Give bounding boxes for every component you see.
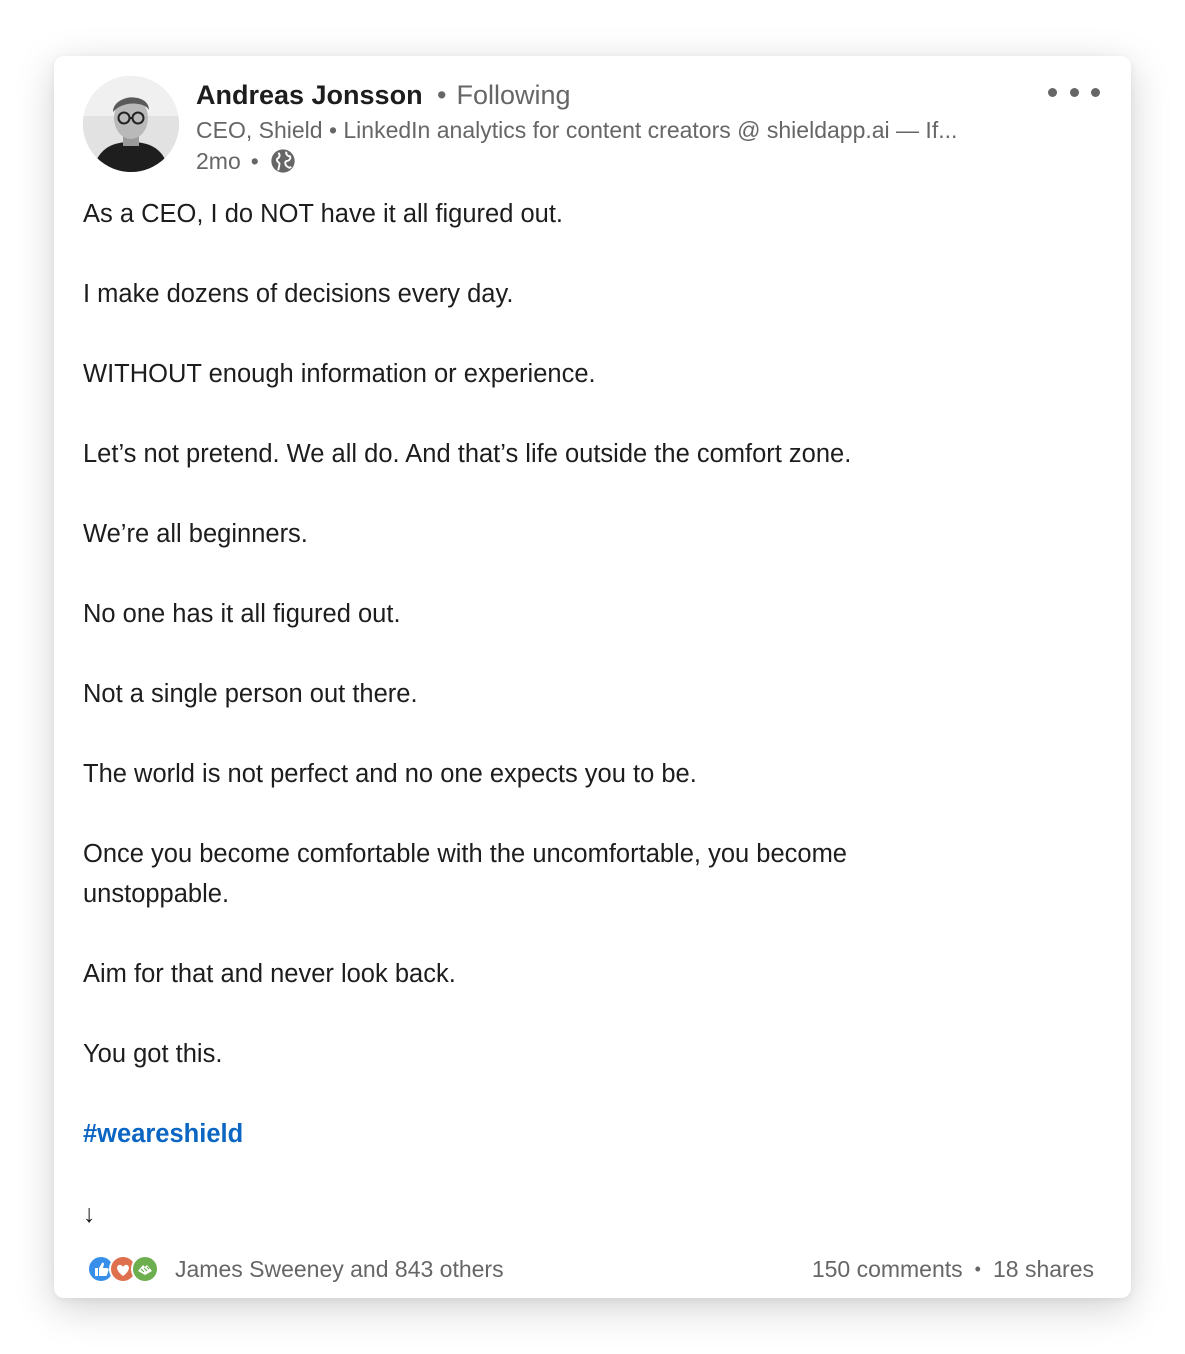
separator-dot: •: [437, 80, 447, 110]
reactions-text: James Sweeney and 843 others: [175, 1255, 504, 1282]
post-paragraph: Let’s not pretend. We all do. And that’s life outside the comfort zone.: [83, 440, 852, 468]
post-paragraph: Not a single person out there.: [83, 680, 418, 708]
post-paragraph: The world is not perfect and no one expects you to be.: [83, 760, 697, 788]
more-dot: [1048, 88, 1057, 97]
post-paragraph: No one has it all figured out.: [83, 600, 401, 628]
post-paragraph: We’re all beginners.: [83, 520, 308, 548]
author-headline: CEO, Shield • LinkedIn analytics for content creators @ shieldapp.ai — If...: [196, 117, 958, 143]
post-paragraph: You got this.: [83, 1040, 223, 1068]
post-meta: [196, 147, 297, 175]
support-icon: [131, 1255, 159, 1283]
post-card: [54, 56, 1131, 1298]
post-paragraph: As a CEO, I do NOT have it all figured out.: [83, 200, 564, 228]
more-dot: [1070, 88, 1079, 97]
author-name[interactable]: Andreas Jonsson: [196, 80, 423, 110]
follow-status-row: [437, 80, 571, 111]
arrow-down-icon: ↓: [83, 1200, 96, 1228]
post-body: [83, 194, 1083, 1274]
post-time: 2mo: [196, 147, 241, 174]
author-avatar[interactable]: [83, 76, 179, 172]
hashtag-link[interactable]: #weareshield: [83, 1120, 244, 1148]
post-paragraph: Once you become comfortable with the uncomfortable, you become unstoppable.: [83, 840, 847, 908]
separator-dot: •: [250, 147, 259, 174]
post-paragraph: WITHOUT enough information or experience.: [83, 360, 596, 388]
reactions-summary[interactable]: [87, 1253, 504, 1285]
engagement-stats: [812, 1256, 1094, 1283]
post-paragraph: Aim for that and never look back.: [83, 960, 456, 988]
social-counts-bar: [87, 1252, 1094, 1286]
globe-icon: [269, 147, 297, 175]
post-paragraph: I make dozens of decisions every day.: [83, 280, 514, 308]
more-dot: [1091, 88, 1100, 97]
follow-status: Following: [456, 80, 571, 110]
reaction-icons: [87, 1253, 167, 1285]
comments-count[interactable]: 150 comments: [811, 1255, 963, 1282]
shares-count[interactable]: 18 shares: [992, 1255, 1094, 1282]
more-options-icon[interactable]: [1048, 78, 1100, 106]
separator-dot: •: [974, 1258, 981, 1279]
avatar-photo: [83, 76, 179, 172]
